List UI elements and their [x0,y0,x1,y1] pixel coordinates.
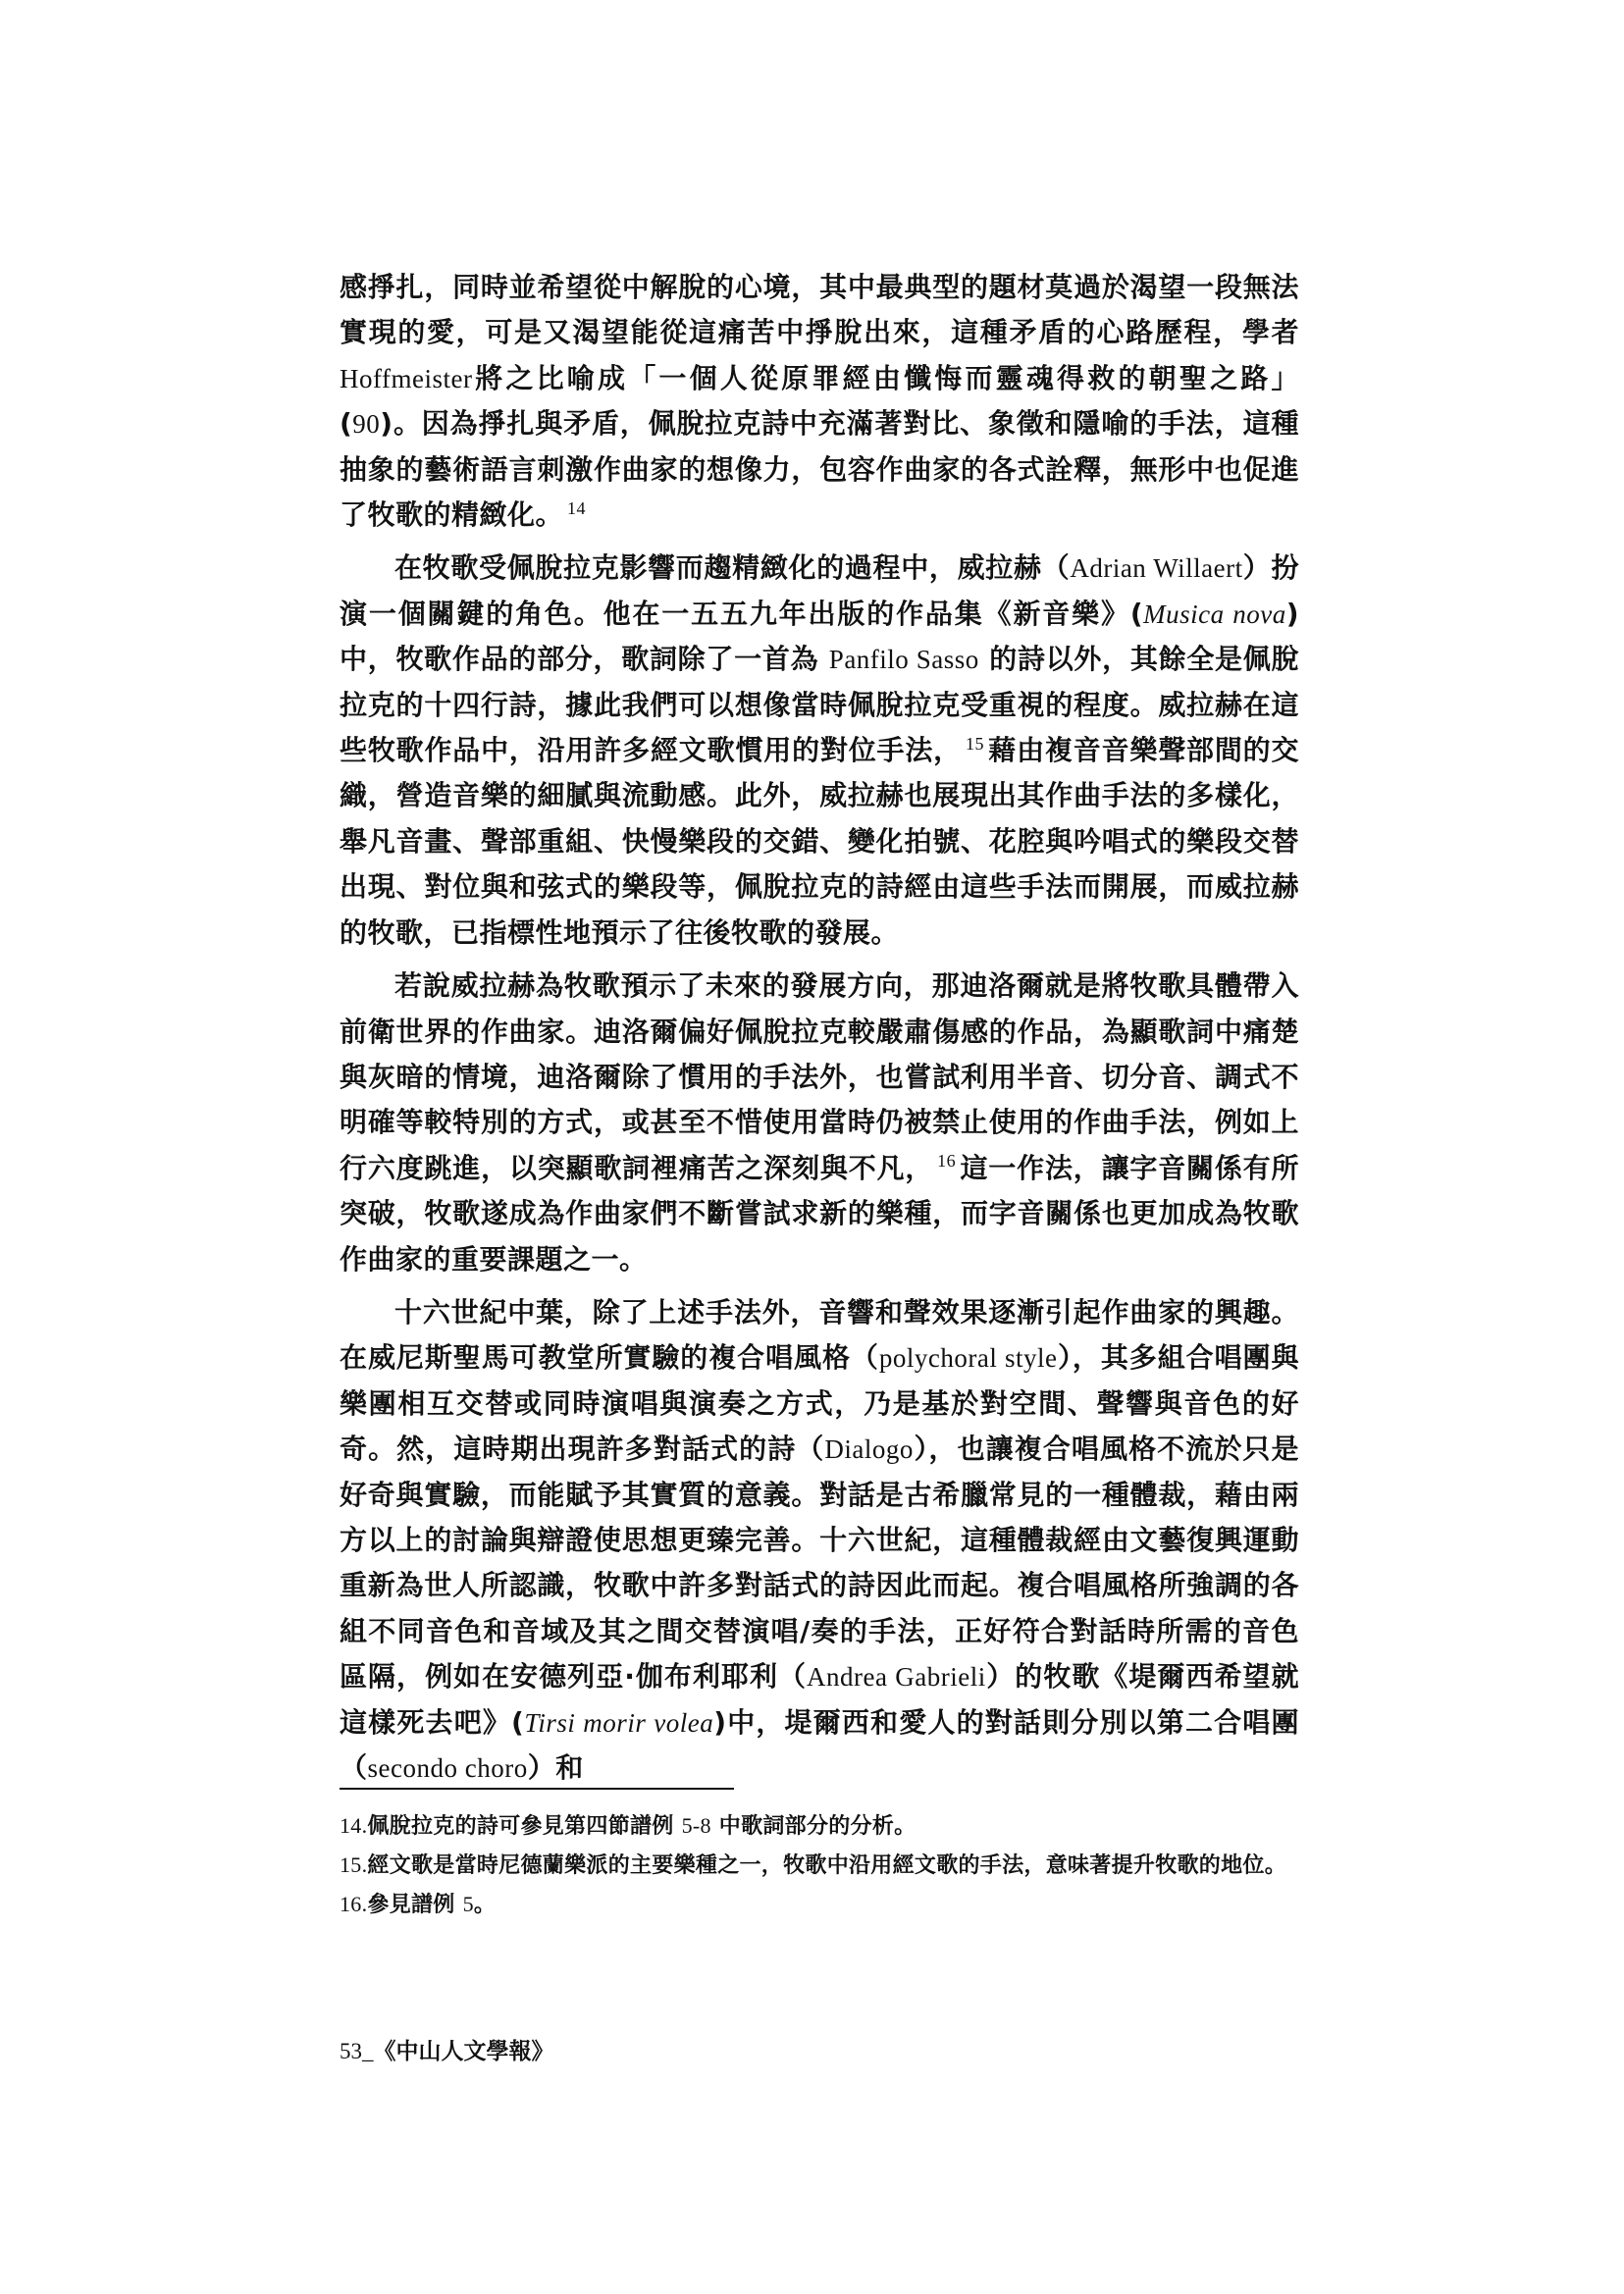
footnote-text: 參見譜例 [367,1893,455,1917]
main-text [340,265,1299,1791]
footnote-number: 15. [340,1852,368,1877]
paragraph-4 [340,1290,1299,1791]
footnotes [340,1809,1299,1921]
page-footer [340,2033,554,2065]
footnote-ref-15[interactable]: 15 [965,733,984,754]
text-run: )中，堤爾西和愛人的對話則分別以第二合唱團（ [340,1705,1299,1784]
footnote-15 [340,1849,1299,1882]
italic-title: Tirsi morir volea [524,1707,714,1738]
latin-term: Adrian Willaert [1070,553,1243,584]
latin-term: Hoffmeister [340,363,473,393]
latin-term: Panfilo Sasso [828,645,979,675]
latin-term: Dialogo [824,1434,914,1465]
text-run: )。因為掙扎與矛盾，佩脫拉克詩中充滿著對比、象徵和隱喻的手法，這種抽象的藝術語言刺激作曲家的想像力，包容作曲家的各式詮釋，無形中也促進了牧歌的精緻化。 [340,407,1299,532]
footnote-text: 中歌詞部分的分析。 [718,1814,917,1839]
paragraph-3 [340,964,1299,1282]
text-run: ），也讓複合唱風格不流於只是好奇與實驗，而能賦予其實質的意義。對話是古希臘常見的一種體裁，藉由兩方以上的討論與辯證使思想更臻完善。十六世紀，這種體裁經由文藝復興運動重新為世人所認識，牧歌中許多對話式的詩因此而起。複合唱風格所強調的各組不同音色和音域及其之間交替演唱/奏的手法，正好符合對話時所需的音色區隔，例如在安德列亞·伽布利耶利（ [340,1433,1299,1694]
latin-term: Andrea Gabrieli [807,1662,986,1693]
footnote-divider [340,1788,734,1790]
text-run: 將之比喻成「一個人從原罪經由懺悔而靈魂得救的朝聖之路」( [340,361,1299,441]
footnote-ref-14[interactable]: 14 [567,497,587,518]
text-run: 藉由複音音樂聲部間的交織，營造音樂的細膩與流動感。此外，威拉赫也展現出其作曲手法的多樣化，舉凡音畫、聲部重組、快慢樂段的交錯、變化拍號、花腔與吟唱式的樂段交替出現、對位與和弦式的樂段等，佩脫拉克的詩經由這些手法而開展，而威拉赫的牧歌，已指標性地預示了往後牧歌的發展。 [340,734,1299,949]
text-run: 的詩以外，其餘全是佩脫拉克的十四行詩，據此我們可以想像當時佩脫拉克受重視的程度。威拉赫在這些牧歌作品中，沿用許多經文歌慣用的對位手法， [340,643,1300,767]
italic-title: Musica nova [1143,599,1286,629]
text-run: 這一作法，讓字音關係有所突破，牧歌遂成為作曲家們不斷嘗試求新的樂種，而字音關係也更加成為牧歌作曲家的重要課題之一。 [340,1151,1299,1276]
text-run: 感掙扎，同時並希望從中解脫的心境，其中最典型的題材莫過於渴望一段無法實現的愛，可是又渴望能從這痛苦中掙脫出來，這種矛盾的心路歷程，學者 [340,271,1299,349]
footnote-14 [340,1809,1299,1843]
footnote-text: 佩脫拉克的詩可參見第四節譜例 [367,1814,674,1839]
footnote-ref-16[interactable]: 16 [937,1151,957,1172]
latin-term: polychoral style [878,1343,1058,1374]
text-run: ）扮演一個關鍵的角色。他在一五五九年出版的作品集《新音樂》( [340,551,1299,630]
footnote-16 [340,1888,1299,1921]
paragraph-1 [340,265,1299,538]
text-run: 在牧歌受佩脫拉克影響而趨精緻化的過程中，威拉赫（ [394,551,1071,585]
footnote-text: 。 [473,1893,497,1917]
footnote-text: 經文歌是當時尼德蘭樂派的主要樂種之一，牧歌中沿用經文歌的手法，意味著提升牧歌的地位。 [367,1853,1287,1878]
citation-page: 90 [352,409,381,440]
footnote-latin: 5 [462,1892,474,1916]
footnote-latin: 5-8 [681,1813,711,1838]
text-run: 十六世紀中葉，除了上述手法外，音響和聲效果逐漸引起作曲家的興趣。在威尼斯聖馬可教堂所實驗的複合唱風格（ [340,1295,1299,1375]
paragraph-2 [340,546,1299,956]
latin-term: secondo choro [367,1753,528,1783]
page-number: 53_ [340,2039,374,2063]
text-run: ）的牧歌《堤爾西希望就這樣死去吧》( [340,1660,1300,1739]
text-run: 若說威拉赫為牧歌預示了未來的發展方向，那迪洛爾就是將牧歌具體帶入前衛世界的作曲家。迪洛爾偏好佩脫拉克較嚴肅傷感的作品，為顯歌詞中痛楚與灰暗的情境，迪洛爾除了慣用的手法外，也嘗試利用半音、切分音、調式不明確等較特別的方式，或甚至不惜使用當時仍被禁止使用的作曲手法，例如上行六度跳進，以突顯歌詞裡痛苦之深刻與不凡， [340,969,1299,1184]
journal-title: 《中山人文學報》 [373,2039,554,2064]
text-run: ）和 [527,1751,584,1784]
footnote-number: 14. [340,1813,368,1838]
text-run: ），其多組合唱團與樂團相互交替或同時演唱與演奏之方式，乃是基於對空間、聲響與音色的好奇。然，這時期出現許多對話式的詩（ [340,1341,1299,1466]
footnote-number: 16. [340,1892,368,1916]
text-run: )中，牧歌作品的部分，歌詞除了一首為 [340,597,1300,676]
